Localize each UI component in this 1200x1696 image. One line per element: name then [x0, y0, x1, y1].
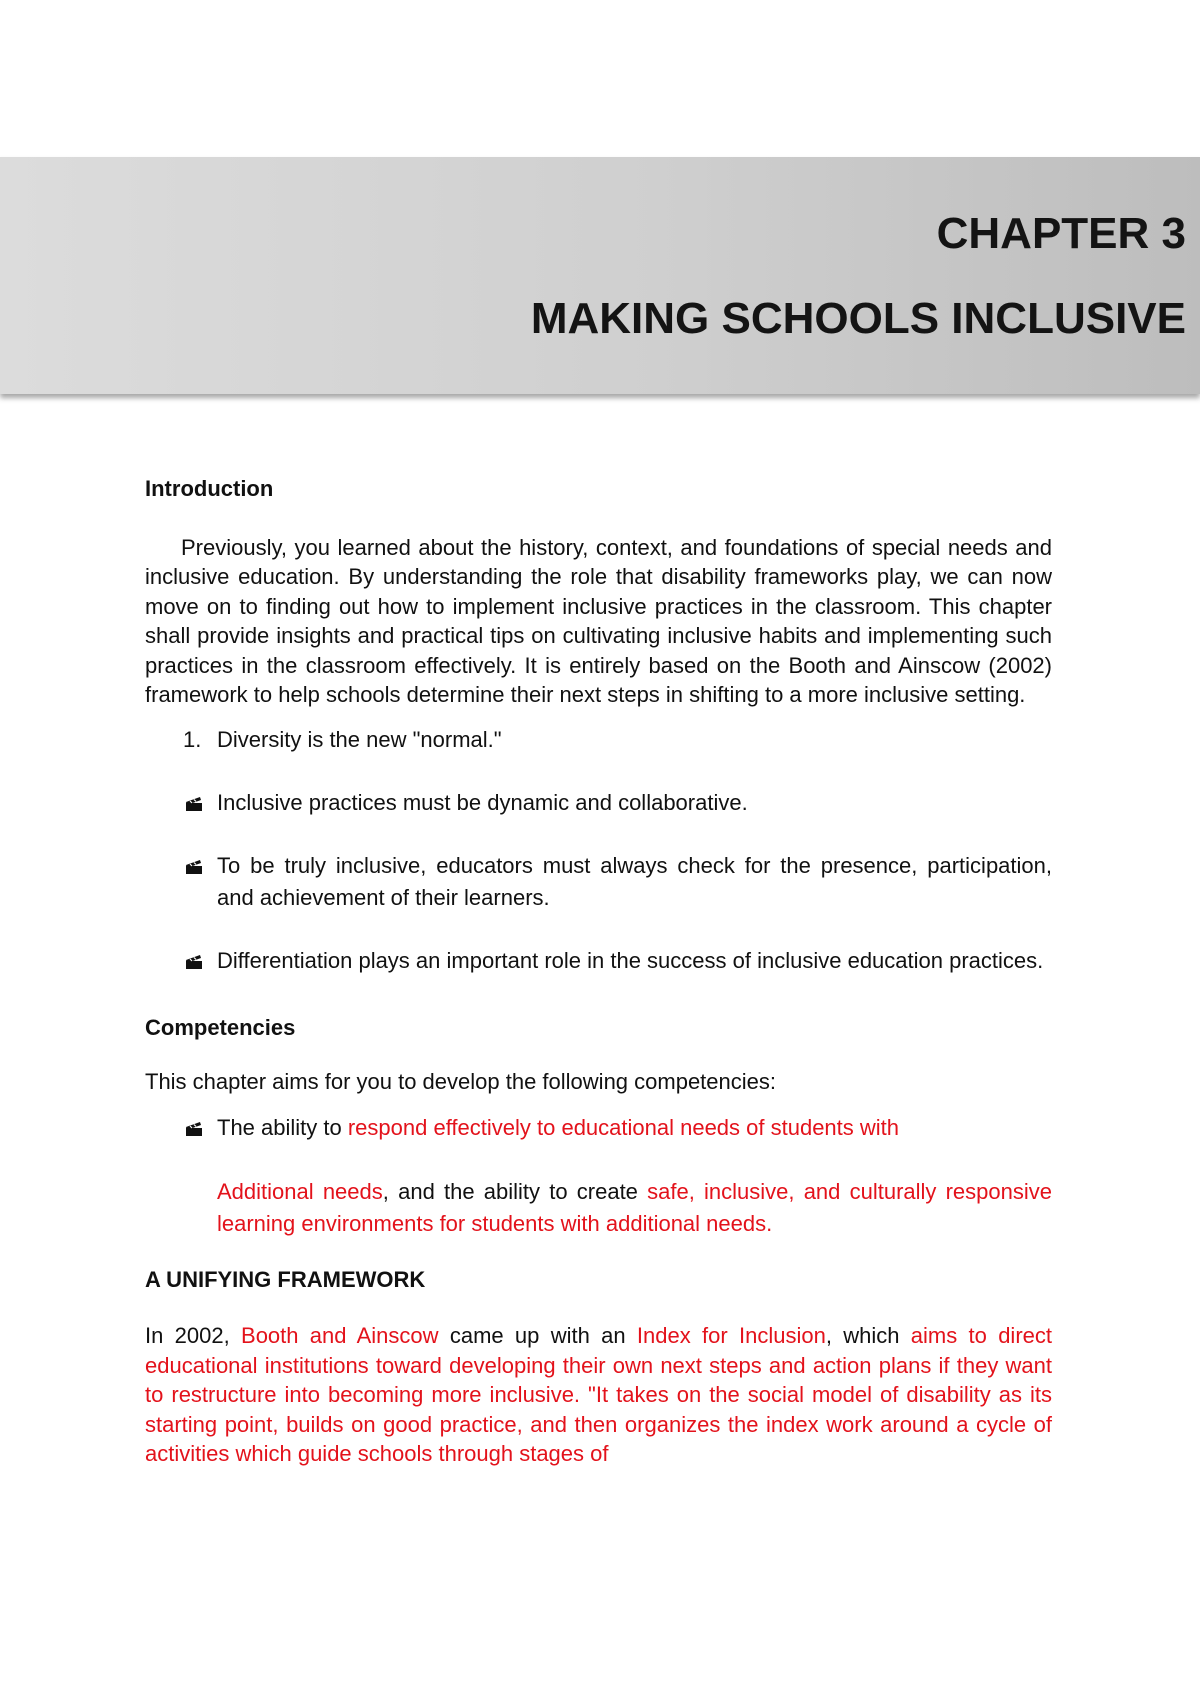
clapperboard-icon: [185, 859, 203, 875]
framework-text-plain: , which: [825, 1323, 911, 1348]
competency-text-highlight: safe, inclusive, and culturally responsive learning environments for students with additional needs.: [217, 1178, 1053, 1236]
numbered-item-text: Diversity is the new "normal.": [217, 726, 502, 752]
framework-text-highlight: Booth and Ainscow: [241, 1323, 439, 1348]
framework-text-plain: came up with an: [438, 1323, 637, 1348]
bullet-text: Differentiation plays an important role in the success of inclusive education practices.: [217, 947, 1044, 973]
competency-bullet: [145, 1112, 1052, 1144]
numbered-item: [145, 724, 1052, 756]
competencies-heading: Competencies: [145, 1014, 296, 1040]
competencies-intro: This chapter aims for you to develop the following competencies:: [145, 1069, 776, 1094]
competency-text-plain: , and the ability to create: [382, 1178, 648, 1204]
bullet-text: To be truly inclusive, educators must always check for the presence, participation, and achievement of their learners.: [217, 852, 1052, 910]
chapter-title: MAKING SCHOOLS INCLUSIVE: [530, 294, 1186, 343]
framework-text-plain: In 2002,: [145, 1323, 242, 1348]
competency-continuation: [145, 1176, 1052, 1240]
framework-text-highlight: aims to direct educational institutions toward developing their own next steps and action plans if they want to restructure into becoming more inclusive. "It takes on the social model of disability as its starting point, builds on good practice, and then organizes the index work around a cycle of activities which guide schools through stages of: [145, 1323, 1052, 1466]
bullet-item: [145, 945, 1052, 977]
clapperboard-icon: [185, 1121, 203, 1137]
competency-text-highlight: Additional needs: [217, 1178, 383, 1204]
framework-text-highlight: Index for Inclusion: [636, 1323, 826, 1348]
clapperboard-icon: [185, 796, 203, 812]
document-body: [145, 474, 1052, 1469]
introduction-heading: Introduction: [145, 476, 274, 501]
competency-text-plain: The ability to: [217, 1114, 348, 1140]
bullet-item: [145, 787, 1052, 819]
introduction-paragraph: Previously, you learned about the history, context, and foundations of special needs and inclusive education. By understanding the role that disability frameworks play, we can now move on to finding out how to implement inclusive practices in the classroom. This chapter shall provide insights and practical tips on cultivating inclusive habits and implementing such practices in the classroom effectively. It is entirely based on the Booth and Ainscow (2002) framework to help schools determine their next steps in shifting to a more inclusive setting.: [145, 534, 1052, 707]
chapter-number: CHAPTER 3: [936, 209, 1186, 258]
clapperboard-icon: [185, 954, 203, 970]
list-number: 1.: [183, 726, 202, 752]
framework-paragraph: [145, 1321, 1052, 1469]
chapter-banner: [0, 157, 1200, 394]
bullet-text: Inclusive practices must be dynamic and collaborative.: [217, 789, 748, 815]
framework-heading: A UNIFYING FRAMEWORK: [145, 1266, 426, 1292]
competency-text-highlight: respond effectively to educational needs of students with: [347, 1114, 900, 1140]
bullet-item: [145, 850, 1052, 914]
